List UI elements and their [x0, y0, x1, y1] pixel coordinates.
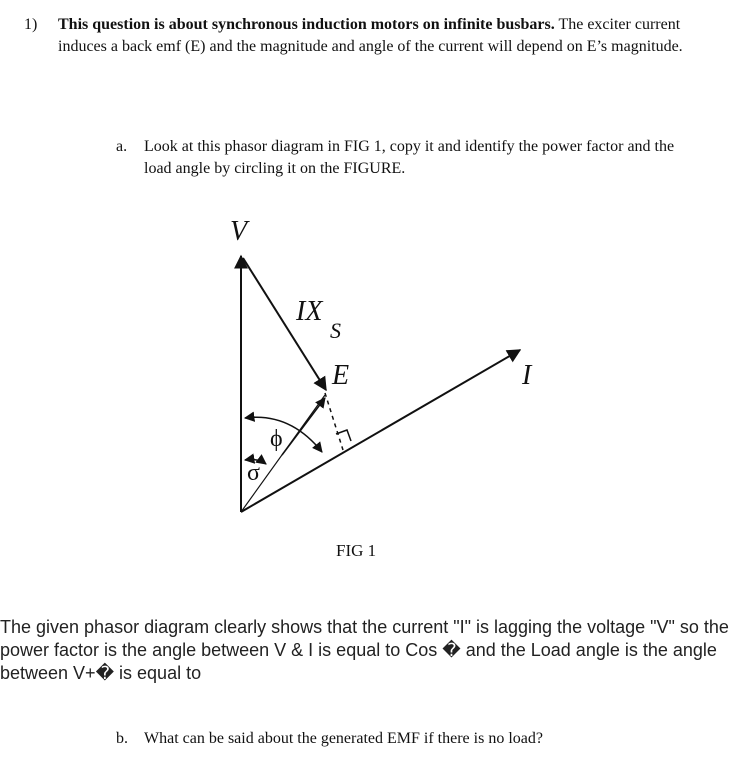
part-a-letter: a. [116, 138, 128, 155]
label-ix: IX [296, 296, 323, 327]
label-sigma: σ [247, 460, 260, 486]
phi-angle-arc [245, 417, 322, 452]
e-direction-arrow [282, 398, 325, 455]
phasor-diagram [0, 200, 749, 570]
right-angle-mark [336, 430, 351, 441]
e-projection-dashed [325, 393, 343, 450]
question-1-rest: The exciter current induces a back emf (E) and the magnitude and angle of the current will depend on E’s magnitude. [58, 16, 683, 55]
question-1-text [58, 14, 730, 58]
label-v: V [230, 216, 248, 247]
question-1-number: 1) [24, 16, 38, 33]
label-e: E [332, 360, 350, 391]
figure-caption: FIG 1 [336, 541, 377, 560]
part-a-text: Look at this phasor diagram in FIG 1, copy it and identify the power factor and the load angle by circling it on the FIGURE. [144, 138, 675, 177]
part-b-text: What can be said about the generated EMF if there is no load? [144, 730, 543, 747]
label-phi: ϕ [270, 426, 283, 452]
part-b-letter: b. [116, 730, 128, 747]
question-1-bold-intro: This question is about synchronous induction motors on infinite busbars. [58, 16, 555, 33]
label-i: I [522, 360, 532, 391]
i-phasor [241, 350, 520, 512]
answer-text: The given phasor diagram clearly shows that the current "I" is lagging the voltage "V" so the power factor is the angle between V & I is equal to Cos � and the Load angle is the angle between V+� is equal to [0, 617, 729, 683]
label-ix-sub: S [330, 318, 341, 343]
